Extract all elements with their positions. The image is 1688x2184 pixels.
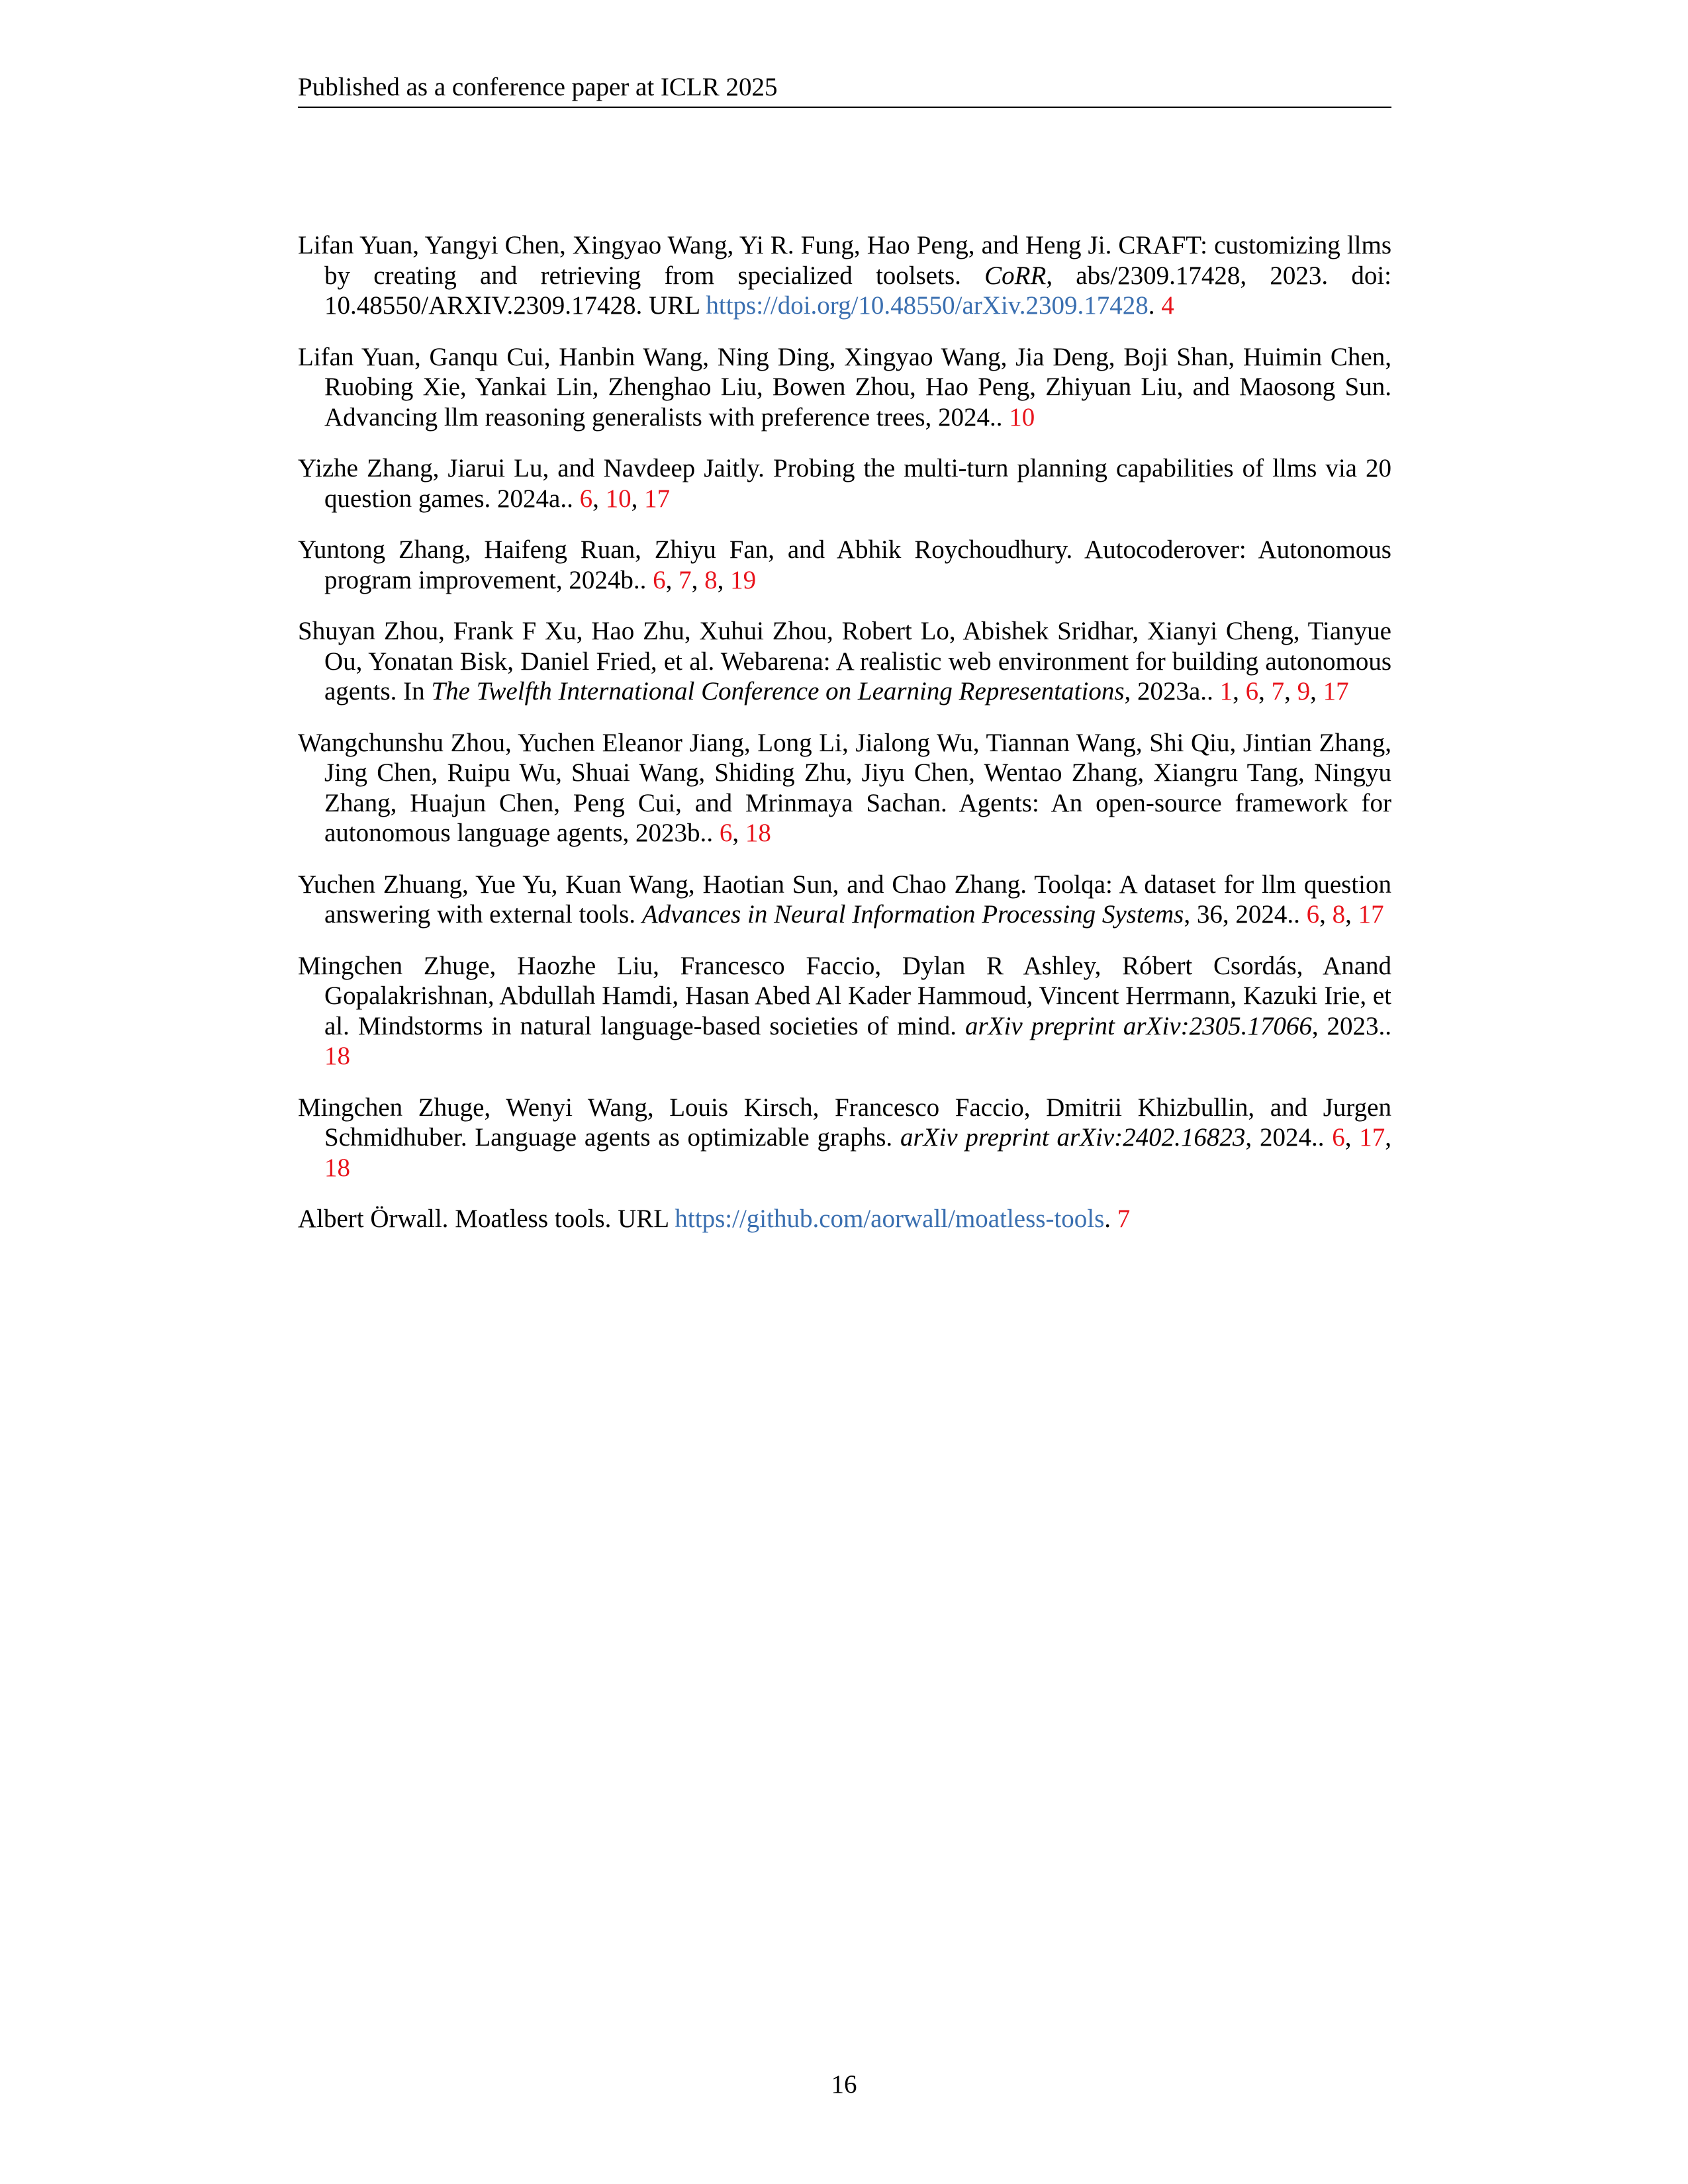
- backref-page-link[interactable]: 7: [1117, 1205, 1131, 1233]
- backref-page-link[interactable]: 6: [1306, 900, 1320, 929]
- reference-authors: Lifan Yuan, Yangyi Chen, Xingyao Wang, Yi R. Fung, Hao Peng, and Heng Ji.: [298, 231, 1112, 259]
- reference-venue: CoRR: [984, 261, 1047, 290]
- backref-page-link[interactable]: 17: [644, 484, 671, 513]
- reference-title: Toolqa: A dataset for llm question answering with external tools.: [324, 870, 1392, 929]
- backref-page-link[interactable]: 18: [324, 1042, 350, 1070]
- reference-entry: Lifan Yuan, Yangyi Chen, Xingyao Wang, Yi R. Fung, Hao Peng, and Heng Ji. CRAFT: customizing llms by creating and retrieving from specialized toolsets. CoRR, abs/2309.17428, 2023. doi: 10.48550/ARXIV.2309.17428. URL https://doi.org/10.48550/arXiv.2309.17428. 4: [298, 231, 1392, 320]
- reference-title: Language agents as optimizable graphs.: [475, 1123, 893, 1152]
- backref-page-link[interactable]: 19: [730, 565, 757, 594]
- reference-authors: Albert Örwall.: [298, 1205, 449, 1233]
- reference-authors: Yuntong Zhang, Haifeng Ruan, Zhiyu Fan, and Abhik Roychoudhury.: [298, 535, 1073, 564]
- header-rule: [298, 107, 1391, 108]
- reference-authors: Mingchen Zhuge, Haozhe Liu, Francesco Faccio, Dylan R Ashley, Róbert Csordás, Anand Gopalakrishnan, Abdullah Hamdi, Hasan Abed Al Kader Hammoud, Vincent Herrmann, Kazuki Irie, et al.: [298, 951, 1391, 1040]
- reference-details: , 2024.: [1245, 1123, 1318, 1152]
- reference-entry: Yuchen Zhuang, Yue Yu, Kuan Wang, Haotian Sun, and Chao Zhang. Toolqa: A dataset for llm question answering with external tools. Advances in Neural Information Processing Systems, 36, 2024.. 6, 8, 17: [298, 870, 1392, 929]
- page-number: 16: [831, 2070, 857, 2099]
- backref-page-link[interactable]: 6: [1332, 1123, 1345, 1152]
- reference-title: Webarena: A realistic web environment for building autonomous agents. In: [324, 647, 1392, 705]
- backref-page-link[interactable]: 10: [605, 484, 632, 513]
- reference-entry: Lifan Yuan, Ganqu Cui, Hanbin Wang, Ning Ding, Xingyao Wang, Jia Deng, Boji Shan, Huimin Chen, Ruobing Xie, Yankai Lin, Zhenghao Liu, Bowen Zhou, Hao Peng, Zhiyuan Liu, and Maosong Sun. Advancing llm reasoning generalists with preference trees, 2024.. 10: [298, 342, 1391, 432]
- backref-page-link[interactable]: 18: [745, 819, 771, 847]
- reference-authors: Yuchen Zhuang, Yue Yu, Kuan Wang, Haotian Sun, and Chao Zhang.: [298, 870, 1027, 899]
- reference-title: Moatless tools. URL: [455, 1205, 669, 1233]
- reference-title: Autocoderover: Autonomous program improvement, 2024b.: [324, 535, 1391, 594]
- backref-page-link[interactable]: 17: [1359, 1123, 1385, 1152]
- reference-venue: arXiv preprint arXiv:2305.17066: [964, 1011, 1312, 1040]
- reference-details: , 2023.: [1311, 1011, 1385, 1040]
- reference-authors: Mingchen Zhuge, Wenyi Wang, Louis Kirsch, Francesco Faccio, Dmitrii Khizbullin, and Jurgen Schmidhuber.: [298, 1093, 1391, 1152]
- backref-page-link[interactable]: 1: [1219, 677, 1233, 705]
- reference-venue: arXiv preprint arXiv:2402.16823: [900, 1123, 1246, 1152]
- reference-entry: Yizhe Zhang, Jiarui Lu, and Navdeep Jaitly. Probing the multi-turn planning capabilities of llms via 20 question games. 2024a.. 6, 10, 17: [298, 454, 1392, 513]
- reference-title: Mindstorms in natural language-based societies of mind.: [357, 1011, 957, 1040]
- reference-venue: The Twelfth International Conference on Learning Representations: [431, 677, 1125, 705]
- reference-entry: Wangchunshu Zhou, Yuchen Eleanor Jiang, Long Li, Jialong Wu, Tiannan Wang, Shi Qiu, Jintian Zhang, Jing Chen, Ruipu Wu, Shuai Wang, Shiding Zhu, Jiyu Chen, Wentao Zhang, Xiangru Tang, Ningyu Zhang, Huajun Chen, Peng Cui, and Mrinmaya Sachan. Agents: An open-source framework for autonomous language agents, 2023b.. 6, 18: [298, 728, 1391, 847]
- backref-page-link[interactable]: 18: [324, 1153, 350, 1182]
- backref-page-link[interactable]: 8: [1332, 900, 1346, 929]
- reference-details: , abs/2309.17428, 2023. doi: 10.48550/ARXIV.2309.17428. URL: [324, 261, 1392, 320]
- reference-url-link[interactable]: https://github.com/aorwall/moatless-tools: [675, 1205, 1105, 1233]
- backref-page-link[interactable]: 7: [679, 565, 692, 594]
- backref-page-link[interactable]: 10: [1009, 402, 1035, 432]
- reference-entry: Mingchen Zhuge, Wenyi Wang, Louis Kirsch, Francesco Faccio, Dmitrii Khizbullin, and Jurgen Schmidhuber. Language agents as optimizable graphs. arXiv preprint arXiv:2402.16823, 2024.. 6, 17, 18: [298, 1093, 1392, 1182]
- backref-page-link[interactable]: 9: [1297, 677, 1311, 705]
- reference-details: , 2023a.: [1124, 677, 1207, 705]
- backref-page-link[interactable]: 17: [1358, 900, 1384, 929]
- running-header: Published as a conference paper at ICLR 2025: [298, 73, 778, 101]
- reference-url-link[interactable]: https://doi.org/10.48550/arXiv.2309.17428: [706, 291, 1149, 320]
- reference-details: , 36, 2024.: [1184, 900, 1294, 929]
- reference-authors: Yizhe Zhang, Jiarui Lu, and Navdeep Jaitly.: [298, 454, 765, 482]
- backref-page-link[interactable]: 6: [719, 819, 733, 847]
- reference-venue: Advances in Neural Information Processing Systems: [641, 900, 1184, 929]
- backref-page-link[interactable]: 4: [1161, 291, 1174, 320]
- reference-list: [298, 230, 1391, 1255]
- backref-page-link[interactable]: 6: [653, 565, 666, 594]
- reference-authors: Lifan Yuan, Ganqu Cui, Hanbin Wang, Ning Ding, Xingyao Wang, Jia Deng, Boji Shan, Huimin Chen, Ruobing Xie, Yankai Lin, Zhenghao Liu, Bowen Zhou, Hao Peng, Zhiyuan Liu, and Maosong Sun.: [298, 342, 1391, 401]
- reference-authors: Wangchunshu Zhou, Yuchen Eleanor Jiang, Long Li, Jialong Wu, Tiannan Wang, Shi Qiu, Jintian Zhang, Jing Chen, Ruipu Wu, Shuai Wang, Shiding Zhu, Jiyu Chen, Wentao Zhang, Xiangru Tang, Ningyu Zhang, Huajun Chen, Peng Cui, and Mrinmaya Sachan.: [298, 728, 1391, 817]
- reference-authors: Shuyan Zhou, Frank F Xu, Hao Zhu, Xuhui Zhou, Robert Lo, Abishek Sridhar, Xianyi Cheng, Tianyue Ou, Yonatan Bisk, Daniel Fried, et al.: [298, 617, 1391, 676]
- backref-page-link[interactable]: 7: [1271, 677, 1285, 705]
- reference-entry: Shuyan Zhou, Frank F Xu, Hao Zhu, Xuhui Zhou, Robert Lo, Abishek Sridhar, Xianyi Cheng, Tianyue Ou, Yonatan Bisk, Daniel Fried, et al. Webarena: A realistic web environment for building autonomous agents. In The Twelfth International Conference on Learning Representations, 2023a.. 1, 6, 7, 9, 17: [298, 617, 1392, 705]
- reference-title: CRAFT: customizing llms by creating and retrieving from specialized toolsets.: [324, 231, 1392, 290]
- reference-entry: Mingchen Zhuge, Haozhe Liu, Francesco Faccio, Dylan R Ashley, Róbert Csordás, Anand Gopalakrishnan, Abdullah Hamdi, Hasan Abed Al Kader Hammoud, Vincent Herrmann, Kazuki Irie, et al. Mindstorms in natural language-based societies of mind. arXiv preprint arXiv:2305.17066, 2023.. 18: [298, 951, 1392, 1070]
- reference-title: Advancing llm reasoning generalists with preference trees, 2024.: [324, 402, 996, 432]
- backref-page-link[interactable]: 8: [704, 565, 718, 594]
- backref-page-link[interactable]: 6: [579, 484, 593, 513]
- reference-entry: Yuntong Zhang, Haifeng Ruan, Zhiyu Fan, and Abhik Roychoudhury. Autocoderover: Autonomous program improvement, 2024b.. 6, 7, 8, 19: [298, 535, 1391, 594]
- reference-title: Probing the multi-turn planning capabilities of llms via 20 question games. 2024a.: [324, 454, 1392, 513]
- reference-title: Agents: An open-source framework for autonomous language agents, 2023b.: [324, 788, 1391, 847]
- reference-entry: Albert Örwall. Moatless tools. URL https://github.com/aorwall/moatless-tools. 7: [298, 1205, 1131, 1233]
- backref-page-link[interactable]: 6: [1245, 677, 1259, 705]
- backref-page-link[interactable]: 17: [1323, 677, 1349, 705]
